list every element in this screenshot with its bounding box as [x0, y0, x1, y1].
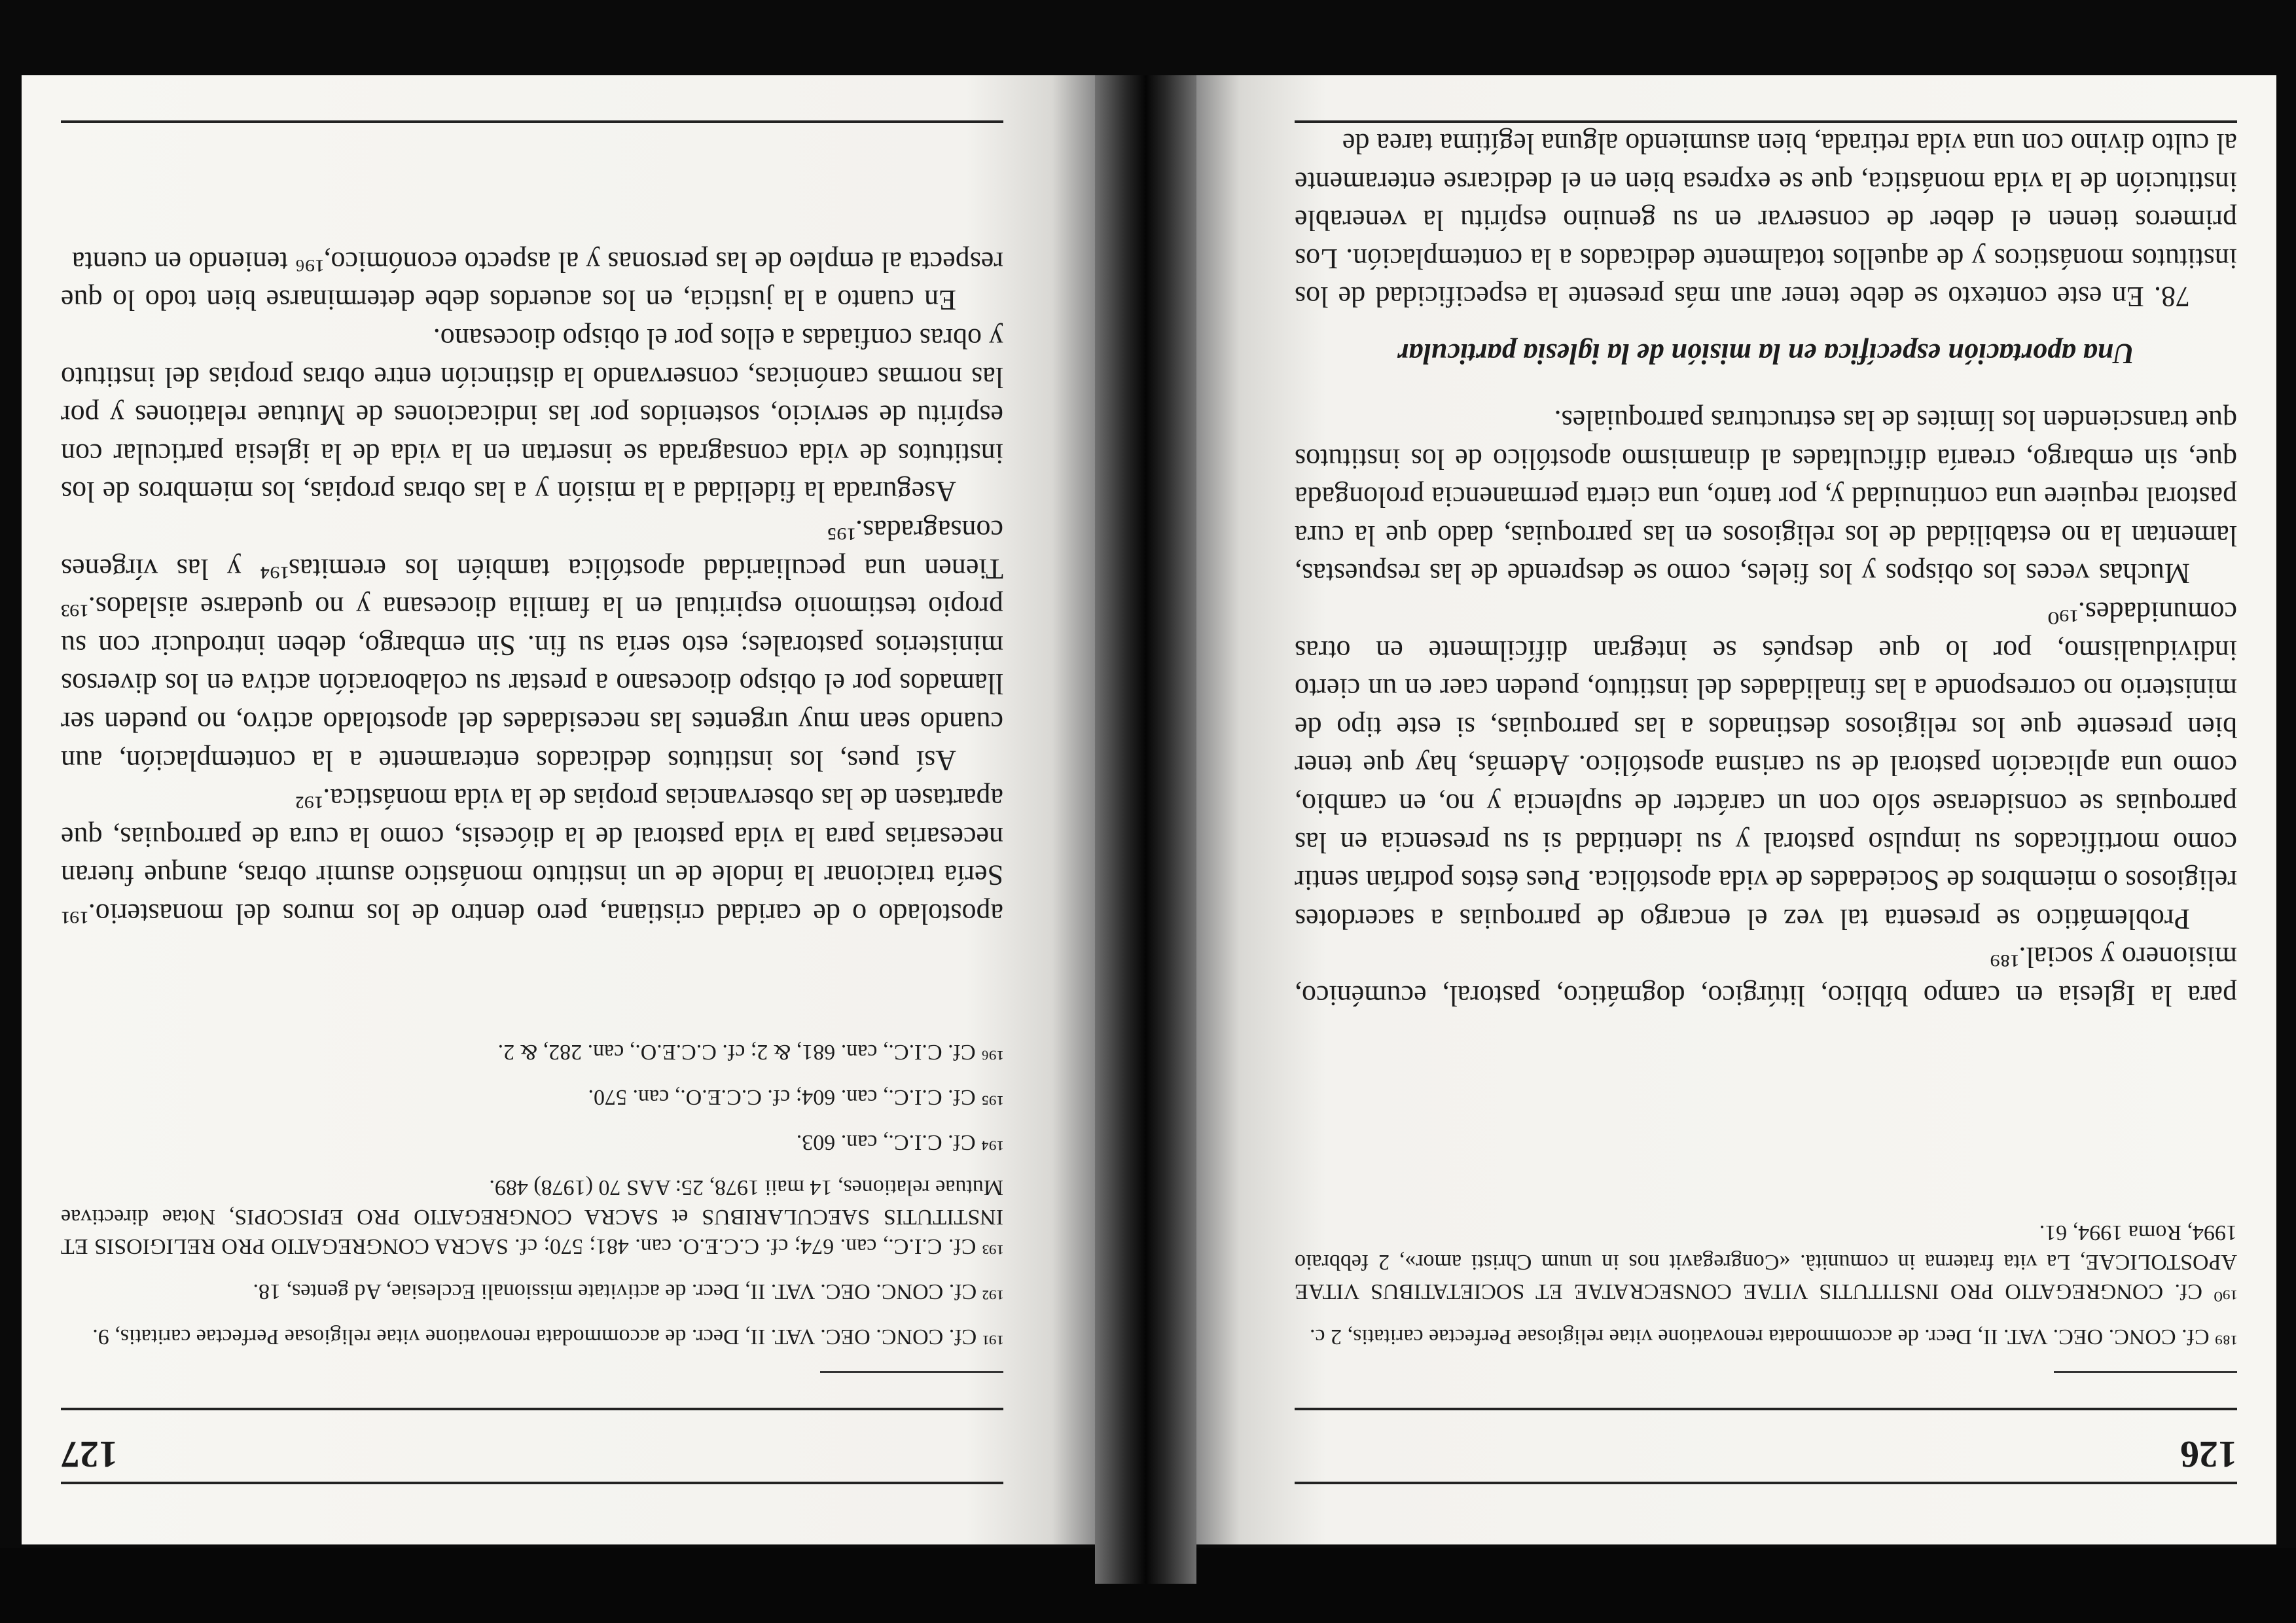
book-gutter-shadow [1095, 75, 1196, 1584]
body-text-126 [1295, 124, 2237, 1014]
footnote-192: ¹⁹² Cf. CONC. OEC. VAT. II, Decr. de activitate missionali Ecclesiae, Ad gentes, 18. [253, 1279, 1003, 1304]
paragraph-fidelity: Asegurada la fidelidad a la misión y a las obras propias, los miembros de los institutos de vida consagrada se insertan en la vida de la iglesia particular con espíritu de servicio, sostenidos por las indicaciones de Mutuae relationes y por las normas canónicas, conservando la distinción entre obras propias del instituto y obras confiadas a ellos por el obispo diocesano. [61, 323, 1003, 508]
paragraph-justice: En cuanto a la justicia, en los acuerdos debe determinarse bien todo lo que respecta al empleo de las personas y al aspecto económico,¹⁹⁶ teniendo en cuenta [61, 245, 1003, 317]
paragraph-stability: Muchas veces los obispos y los fieles, como se desprende de las respuestas, lamentan la no estabilidad de los religiosos en las parroquias, dado que la cura pastoral requiere una continuidad y, por tanto, una cierta permanencia prolongada que, sin embargo, crearía dificultades al dinamismo apostólico de los institutos que transcienden los límites de las estructuras parroquiales. [1295, 404, 2237, 590]
body-text-127 [61, 242, 1003, 933]
footnotes-126 [1295, 1202, 2237, 1373]
footnote-193: ¹⁹³ Cf. C.I.C., can. 674; cf. C.C.E.O. can. 481; 570; cf. SACRA CONGREGATIO PRO RELIGIOSIS ET INSTITUTIS SAECULARIBUS et SACRA CONGREGATIO PRO EPISCOPIS, Notae directivae Mutuae relationes, 14 maii 1978, 25: AAS 70 (1978) 489. [61, 1175, 1003, 1258]
footer-rule [61, 120, 1003, 123]
footnote-189: ¹⁸⁹ Cf. CONC. OEC. VAT. II, Decr. de accommodata renovatione vitae religiosae Perfectae caritatis, 2 c. [1309, 1325, 2237, 1349]
paragraph-contemplative: Así pues, los institutos dedicados enteramente a la contemplación, aun cuando sean muy urgentes las necesidades del apostolado activo, no pueden ser llamados por el obispo diocesano a prestar su colaboración activa en los diversos ministerios pastorales; esto sería su fin. Sin embargo, deben introducir con su propio testimonio espiritual en la familia diocesana y no quedarse aislados.¹⁹³ Tienen una peculiaridad apostólica también los eremitas¹⁹⁴ y las vírgenes consagradas.¹⁹⁵ [61, 514, 1003, 777]
paragraph-continuation: apostolado o de caridad cristiana, pero dentro de los muros del monasterio.¹⁹¹ Sería traicionar la índole de un instituto monástico asumir obras, aunque fueran necesarias para la vida pastoral de la diócesis, como la cura de parroquias, que apartasen de las observancias propias de la vida monástica.¹⁹² [61, 783, 1003, 930]
header-rule-top [1295, 1482, 2237, 1484]
footnotes-127 [61, 1022, 1003, 1373]
paragraph-78: 78. En este contexto se debe tener aun más presente la especificidad de los institutos monásticos y de aquellos totalmente dedicados a la contemplación. Los primeros tienen el deber de conservar en su genuino espíritu la venerable institución de la vida monástica, que se expresa bien en el dedicarse enteramente al culto divino con una vida retirada, bien asumiendo alguna legítima tarea de [1295, 128, 2237, 313]
footnote-191: ¹⁹¹ Cf. CONC. OEC. VAT. II, Decr. de accommodata renovatione vitae religiosae Perfectae caritatis, 9. [92, 1325, 1003, 1349]
footnote-196: ¹⁹⁶ Cf. C.I.C., can. 681, & 2; cf. C.C.E.O., can. 282, & 2. [497, 1040, 1003, 1064]
paragraph-problematic: Problemático se presenta tal vez el encargo de parroquias a sacerdotes religiosos o miembros de Sociedades de vida apostólica. Pues éstos podrían sentir como mortificados su impulso pastoral y su identidad si su presencia en las parroquias se considerase sólo con un carácter de suplencia y no, en cambio, como una aplicación pastoral de su carisma apostólico. Además, hay que tener bien presente que los religiosos destinados a las parroquias, si este tipo de ministerio no corresponde a las finalidades del instituto, pueden caer en un cierto individualismo, por lo que después se integran difícilmente en otras comunidades.¹⁹⁰ [1295, 596, 2237, 935]
footnote-190: ¹⁹⁰ Cf. CONGREGATIO PRO INSTITUTIS VITAE CONSECRATAE ET SOCIETATIBUS VITAE APOSTOLICAE, La vita fraterna in comunità. «Congregavit nos in unum Christi amor», 2 febbraio 1994, Roma 1994, 61. [1295, 1221, 2237, 1304]
section-heading: Una aportación específica en la misión de la iglesia particular [1397, 338, 2134, 370]
footnote-separator [2054, 1371, 2237, 1373]
footnote-separator [820, 1371, 1003, 1373]
footnote-195: ¹⁹⁵ Cf. C.I.C., can. 604; cf. C.C.E.O., can. 570. [588, 1085, 1003, 1109]
paragraph-continuation: para la Iglesia en campo bíblico, litúrgico, dogmático, pastoral, ecuménico, misionero y social.¹⁸⁹ [1295, 941, 2237, 1012]
header-rule-bottom [1295, 1408, 2237, 1410]
footer-rule [1295, 120, 2237, 123]
page-127 [22, 75, 1095, 1544]
footnote-194: ¹⁹⁴ Cf. C.I.C., can. 603. [796, 1130, 1003, 1154]
page-number-127: 127 [61, 1433, 118, 1476]
page-number-126: 126 [2180, 1433, 2237, 1476]
page-126 [1196, 75, 2276, 1544]
header-rule-bottom [61, 1408, 1003, 1410]
header-rule-top [61, 1482, 1003, 1484]
